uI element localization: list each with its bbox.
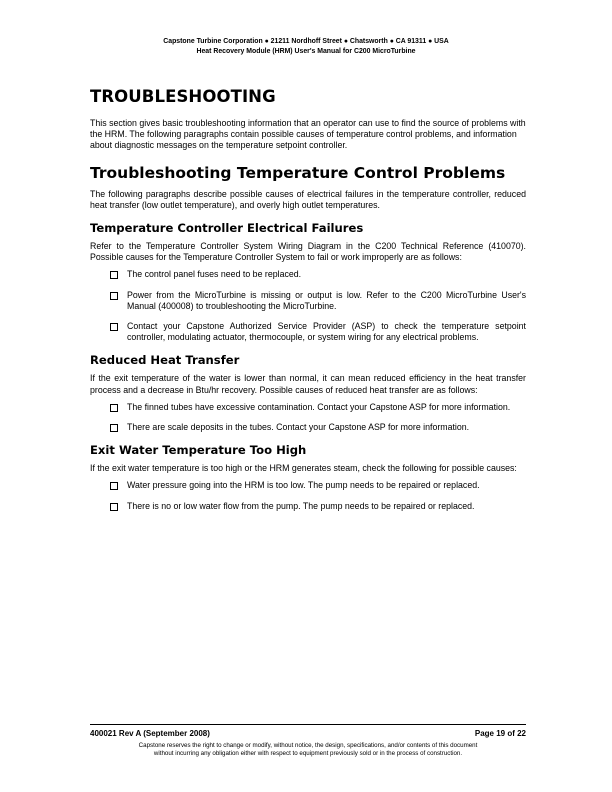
subsection-intro-electrical-failures: Refer to the Temperature Controller System Wiring Diagram in the C200 Technical Reference (410070). Possible causes for the Temperature Controller System to fail or work improperly are as follows: xyxy=(90,241,526,263)
page-title: TROUBLESHOOTING xyxy=(90,87,276,106)
list-item xyxy=(90,480,526,491)
main-content xyxy=(90,86,526,521)
section-title: Troubleshooting Temperature Control Problems xyxy=(90,163,506,182)
checkbox-bullet-icon xyxy=(110,482,118,490)
checklist-exit-water-temp xyxy=(90,480,526,511)
checkbox-bullet-icon xyxy=(110,292,118,300)
checklist-electrical-failures xyxy=(90,269,526,343)
intro-paragraph: This section gives basic troubleshooting information that an operator can use to find the source of problems with the HRM. The following paragraphs contain possible causes of temperature control problems, and information about diagnostic messages on the temperature setpoint controller. xyxy=(90,118,526,151)
list-item xyxy=(90,269,526,280)
subsection-title-electrical-failures: Temperature Controller Electrical Failures xyxy=(90,221,364,236)
list-item xyxy=(90,402,526,413)
section-intro-paragraph: The following paragraphs describe possible causes of electrical failures in the temperature controller, reduced heat transfer (low outlet temperature), and overly high outlet temperatures. xyxy=(90,188,526,210)
disclaimer-line-2: without incurring any obligation either with respect to equipment previously sold or in the process of construction. xyxy=(153,750,463,758)
checkbox-bullet-icon xyxy=(110,503,118,511)
document-id: 400021 Rev A (September 2008) xyxy=(90,729,210,738)
subsection-title-reduced-heat-transfer: Reduced Heat Transfer xyxy=(90,353,240,368)
checklist-reduced-heat-transfer xyxy=(90,402,526,433)
list-item-text: The finned tubes have excessive contamination. Contact your Capstone ASP for more information. xyxy=(127,401,511,412)
page-footer xyxy=(90,724,526,758)
list-item xyxy=(90,290,526,312)
list-item xyxy=(90,422,526,433)
list-item-text: There are scale deposits in the tubes. Contact your Capstone ASP for more information. xyxy=(127,422,470,433)
checkbox-bullet-icon xyxy=(110,424,118,432)
disclaimer-line-1: Capstone reserves the right to change or modify, without notice, the design, specifications, and/or contents of this document xyxy=(138,742,478,749)
page-header xyxy=(0,37,612,57)
list-item-text: Contact your Capstone Authorized Service Provider (ASP) to check the temperature setpoint controller, modulating actuator, thermocouple, or system wiring for any electrical problems. xyxy=(127,321,526,343)
list-item xyxy=(90,501,526,512)
list-item-text: The control panel fuses need to be replaced. xyxy=(127,269,302,280)
checkbox-bullet-icon xyxy=(110,404,118,412)
list-item xyxy=(90,321,526,343)
list-item-text: Water pressure going into the HRM is too low. The pump needs to be repaired or replaced. xyxy=(127,480,480,491)
subsection-intro-exit-water-temp: If the exit water temperature is too high or the HRM generates steam, check the following for possible causes: xyxy=(90,463,517,474)
subsection-title-exit-water-temp: Exit Water Temperature Too High xyxy=(90,443,307,458)
checkbox-bullet-icon xyxy=(110,271,118,279)
header-company-line: Capstone Turbine Corporation ● 21211 Nordhoff Street ● Chatsworth ● CA 91311 ● USA xyxy=(163,38,449,45)
subsection-intro-reduced-heat-transfer: If the exit temperature of the water is lower than normal, it can mean reduced efficiency in the heat transfer process and a decrease in Btu/hr recovery. Possible causes of reduced heat transfer are as follows: xyxy=(90,373,526,395)
footer-row xyxy=(90,728,526,739)
list-item-text: There is no or low water flow from the pump. The pump needs to be repaired or replaced. xyxy=(127,500,475,511)
list-item-text: Power from the MicroTurbine is missing or output is low. Refer to the C200 MicroTurbine User's Manual (400008) to troubleshooting the MicroTurbine. xyxy=(127,289,526,311)
footer-disclaimer xyxy=(90,742,526,758)
checkbox-bullet-icon xyxy=(110,323,118,331)
page-number: Page 19 of 22 xyxy=(474,729,526,738)
header-manual-line: Heat Recovery Module (HRM) User's Manual for C200 MicroTurbine xyxy=(196,48,416,55)
